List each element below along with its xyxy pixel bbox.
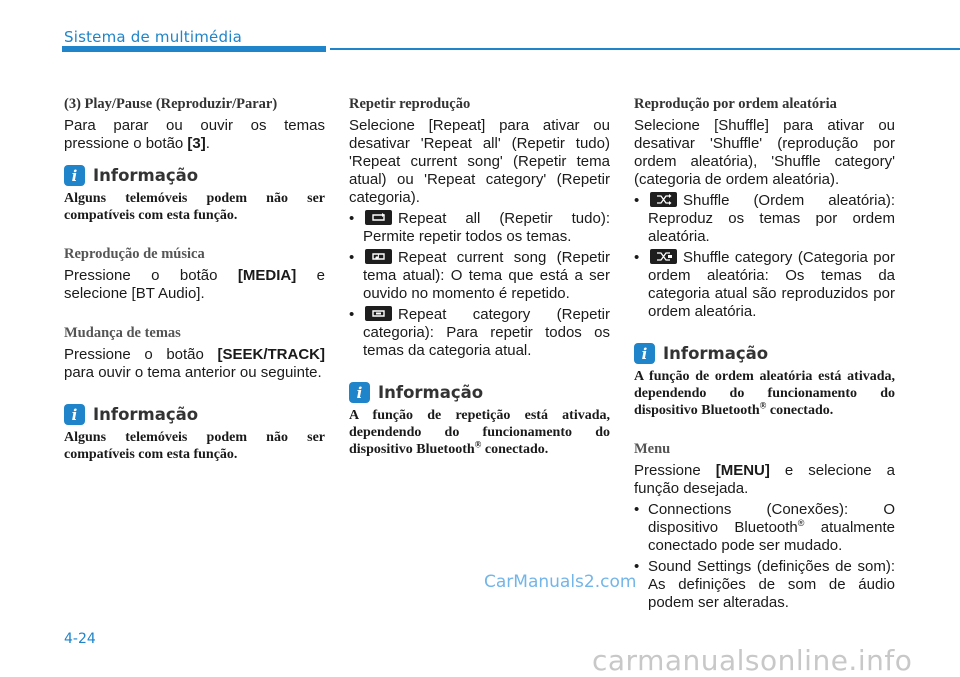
- info-title: Informação: [378, 383, 484, 402]
- info-block-2: [64, 404, 325, 425]
- info-block-3: [349, 382, 610, 403]
- info-title: Informação: [93, 405, 199, 424]
- shuffle-text: Selecione [Shuffle] para ativar ou desativar 'Shuffle' (reprodução por ordem aleatória), 'Shuffle category' (categoria de ordem aleatória).: [634, 117, 895, 188]
- info-icon: i: [64, 165, 85, 186]
- change-heading: Mudança de temas: [64, 325, 181, 341]
- menu-text: Pressione [MENU] e selecione a função desejada.: [634, 462, 895, 497]
- column-middle: [349, 96, 610, 458]
- info-icon: i: [64, 404, 85, 425]
- info-block-4: [634, 343, 895, 364]
- watermark: CarManuals2.com: [484, 572, 637, 592]
- list-item: • Shuffle (Ordem aleatória): Reproduz os temas por ordem aleatória.: [634, 192, 895, 246]
- column-right: [634, 96, 895, 612]
- info-text: A função de ordem aleatória está ativada, dependendo do funcionamento do dispositivo Bluetooth® conectado.: [634, 369, 895, 418]
- play-pause-text: Para parar ou ouvir os temas pressione o botão [3].: [64, 117, 325, 152]
- list-item: • Shuffle category (Categoria por ordem aleatória: Os temas da categoria atual são reproduzidos por ordem aleatória.: [634, 249, 895, 321]
- repeat-song-icon: [365, 249, 392, 264]
- info-icon: i: [349, 382, 370, 403]
- info-title: Informação: [663, 344, 769, 363]
- shuffle-heading: Reprodução por ordem aleatória: [634, 96, 837, 112]
- info-title: Informação: [93, 166, 199, 185]
- list-item: • Repeat category (Repetir categoria): Para repetir todos os temas da categoria atual.: [349, 306, 610, 360]
- info-text: Alguns telemóveis podem não ser compatíveis com esta função.: [64, 191, 325, 223]
- repeat-heading: Repetir reprodução: [349, 96, 471, 112]
- header-rule-thick: [62, 46, 326, 52]
- play-pause-heading: (3) Play/Pause (Reproduzir/Parar): [64, 96, 278, 112]
- list-item: • Repeat current song (Repetir tema atual): O tema que está a ser ouvido no momento é repetido.: [349, 249, 610, 303]
- header-rule-thin: [330, 48, 960, 50]
- repeat-category-icon: [365, 306, 392, 321]
- info-block-1: [64, 165, 325, 186]
- list-item: • Sound Settings (definições de som): As definições de som de áudio podem ser alteradas.: [634, 558, 895, 612]
- info-text: Alguns telemóveis podem não ser compatíveis com esta função.: [64, 430, 325, 462]
- site-watermark: carmanualsonline.info: [592, 644, 913, 677]
- change-text: Pressione o botão [SEEK/TRACK] para ouvir o tema anterior ou seguinte.: [64, 346, 325, 381]
- list-item: • Repeat all (Repetir tudo): Permite repetir todos os temas.: [349, 210, 610, 246]
- menu-heading: Menu: [634, 441, 671, 457]
- info-icon: i: [634, 343, 655, 364]
- list-item: • Connections (Conexões): O dispositivo Bluetooth® atualmente conectado pode ser mudado.: [634, 501, 895, 555]
- shuffle-icon: [650, 192, 677, 207]
- column-left: [64, 96, 325, 463]
- shuffle-category-icon: [650, 249, 677, 264]
- music-text: Pressione o botão [MEDIA] e selecione [BT Audio].: [64, 267, 325, 302]
- section-title: Sistema de multimédia: [64, 28, 242, 46]
- page-number: 4-24: [64, 631, 96, 647]
- repeat-all-icon: [365, 210, 392, 225]
- info-text: A função de repetição está ativada, dependendo do funcionamento do dispositivo Bluetooth® conectado.: [349, 408, 610, 457]
- repeat-text: Selecione [Repeat] para ativar ou desativar 'Repeat all' (Repetir tudo) 'Repeat current song' (Repetir tema atual) ou 'Repeat category' (Repetir categoria).: [349, 117, 610, 206]
- music-heading: Reprodução de música: [64, 246, 205, 262]
